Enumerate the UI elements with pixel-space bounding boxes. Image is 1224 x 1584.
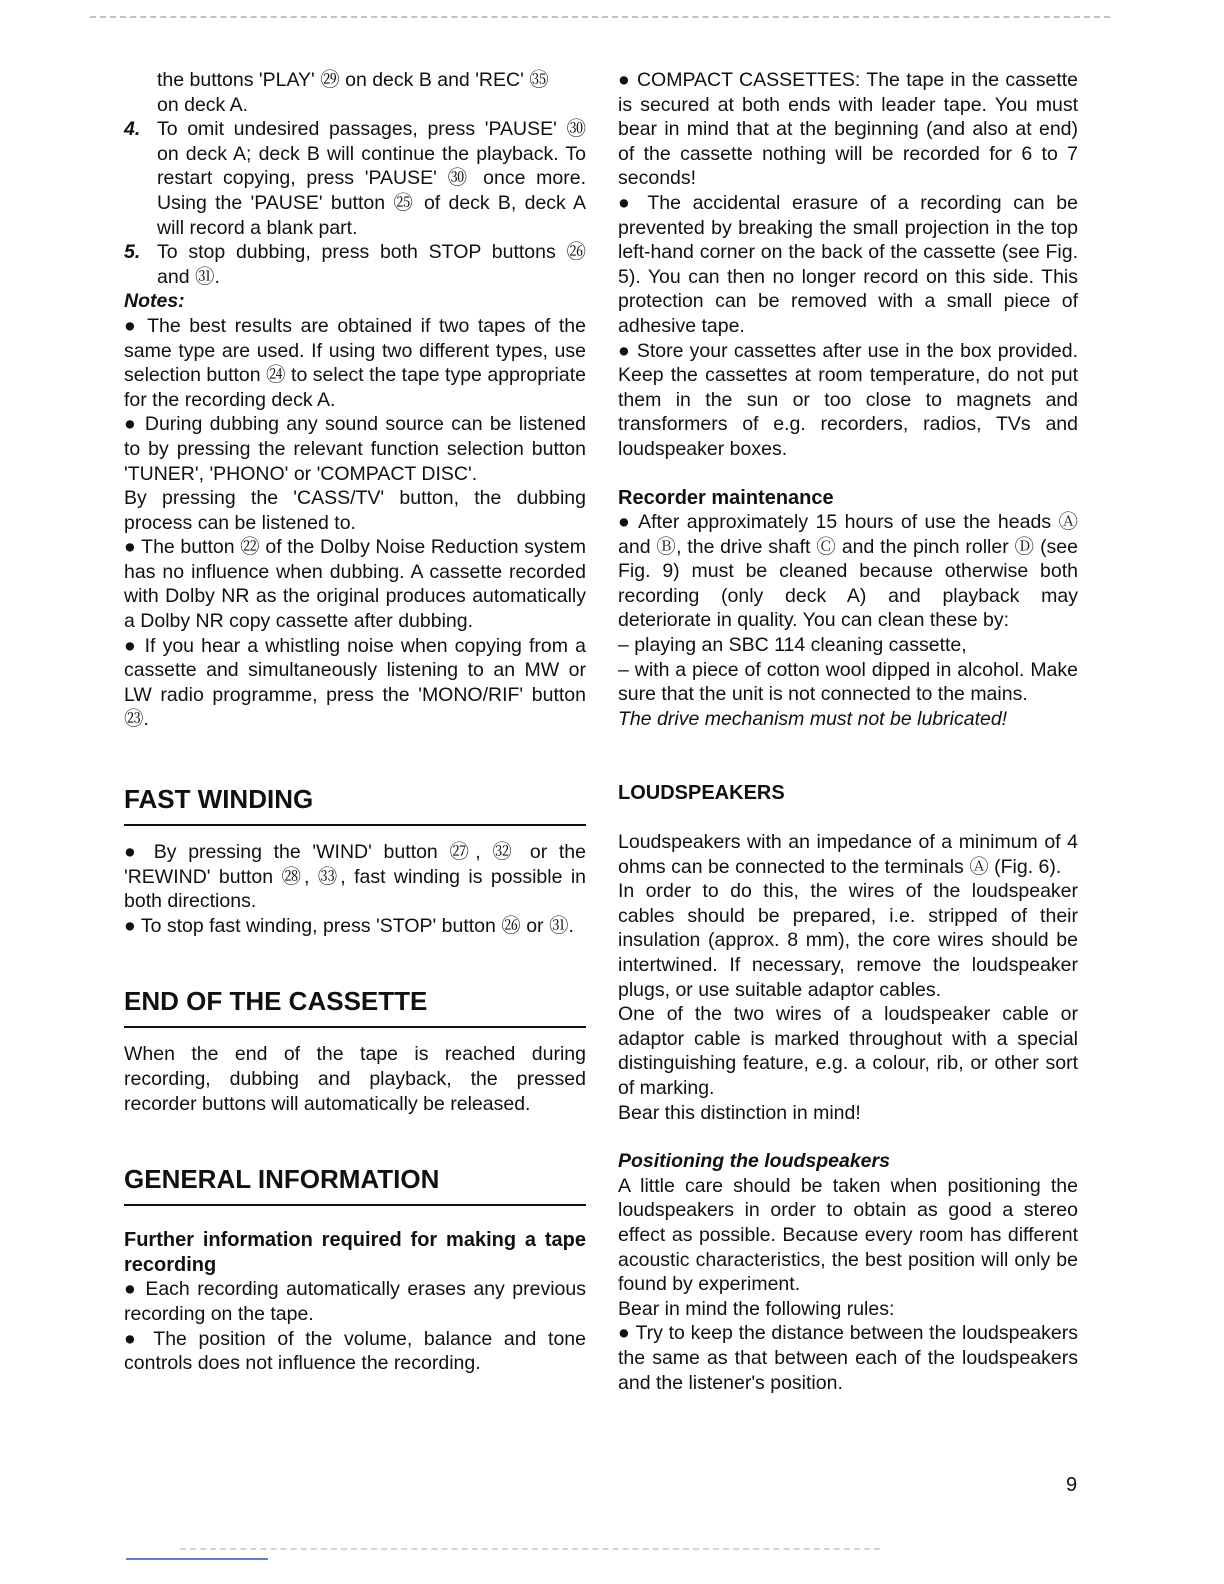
paragraph: When the end of the tape is reached during recording, dubbing and playback, the pressed recorder buttons will automatically be released. — [124, 1043, 586, 1115]
paragraph: By pressing the 'CASS/TV' button, the dubbing process can be listened to. — [124, 487, 586, 534]
paragraph: ● The best results are obtained if two tapes of the same type are used. If using two different types, use selection button ㉔ to select the tape type appropriate for the recording deck A. — [124, 314, 586, 411]
paragraph: A little care should be taken when positioning the loudspeakers in order to obtain as good a stereo effect as possible. Because every room has different acoustic characteristics, the best position will only be found by experiment. — [618, 1174, 1078, 1296]
paragraph: ● COMPACT CASSETTES: The tape in the cassette is secured at both ends with leader tape. You must bear in mind that at the beginning (and also at end) of the cassette nothing will be recorded for 6 to 7 seconds! — [618, 69, 1078, 190]
paragraph: ● The position of the volume, balance and tone controls does not influence the recording. — [124, 1327, 586, 1375]
paragraph: ● If you hear a whistling noise when copying from a cassette and simultaneously listening to an MW or LW radio programme, press the 'MONO/RIF' button ㉓. — [124, 634, 586, 731]
step-text: To omit undesired passages, press 'PAUSE' ㉚ on deck A; deck B will continue the playback. To restart copying, press 'PAUSE' ㉚ once more. Using the 'PAUSE' button ㉕ of deck B, deck A will record a blank part. — [157, 118, 586, 239]
paragraph: In order to do this, the wires of the loudspeaker cables should be prepared, i.e. stripped of their insulation (approx. 8 mm), the core wires should be intertwined. If necessary, remove the loudspeaker plugs, or use suitable adaptor cables. — [618, 880, 1078, 1001]
paragraph: Bear this distinction in mind! — [618, 1101, 861, 1124]
paragraph: One of the two wires of a loudspeaker cable or adaptor cable is marked throughout with a special distinguishing feature, e.g. a colour, rib, or other sort of marking. — [618, 1003, 1078, 1099]
paragraph: ● The accidental erasure of a recording can be prevented by breaking the small projection in the top left-hand corner on the back of the cassette (see Fig. 5). You can then no longer record on this side. This protection can be removed with a small piece of adhesive tape. — [618, 191, 1078, 337]
page-number: 9 — [1066, 1474, 1078, 1496]
paragraph: Bear in mind the following rules: — [618, 1297, 895, 1320]
paragraph: – with a piece of cotton wool dipped in alcohol. Make sure that the unit is not connected to the mains. — [618, 658, 1078, 706]
paragraph: ● During dubbing any sound source can be listened to by pressing the relevant function selection button 'TUNER', 'PHONO' or 'COMPACT DISC'. — [124, 413, 586, 485]
section-heading-general-information: GENERAL INFORMATION — [124, 1164, 586, 1206]
step-number: 4. — [124, 118, 141, 141]
section-heading-loudspeakers: LOUDSPEAKERS — [618, 782, 785, 805]
subheading-positioning: Positioning the loudspeakers — [618, 1150, 890, 1173]
paragraph: ● After approximately 15 hours of use the heads Ⓐ and Ⓑ, the drive shaft Ⓒ and the pinch roller Ⓓ (see Fig. 9) must be cleaned because otherwise both recording (only deck A) and playback may deteriorate in quality. You can clean these by: — [618, 511, 1078, 632]
scan-artifact-top — [90, 16, 1110, 22]
step-5 — [124, 240, 586, 289]
warning-text: The drive mechanism must not be lubricated! — [618, 707, 1008, 730]
paragraph: ● Try to keep the distance between the loudspeakers the same as that between each of the loudspeakers and the listener's position. — [618, 1322, 1078, 1394]
paragraph: – playing an SBC 114 cleaning cassette, — [618, 634, 967, 657]
paragraph: ● To stop fast winding, press 'STOP' button ㉖ or ㉛. — [124, 914, 574, 937]
step-number: 5. — [124, 241, 141, 264]
notes-heading: Notes: — [124, 290, 185, 313]
paragraph: the buttons 'PLAY' ㉙ on deck B and 'REC' ㉟ — [157, 69, 549, 91]
paragraph: ● By pressing the 'WIND' button ㉗, ㉜ or the 'REWIND' button ㉘, ㉝, fast winding is possible in both directions. — [124, 841, 586, 913]
left-column — [124, 68, 586, 1376]
scan-artifact-bottom — [180, 1548, 880, 1553]
scan-artifact-line — [126, 1558, 268, 1560]
paragraph: on deck A. — [157, 93, 249, 116]
paragraph: Loudspeakers with an impedance of a minimum of 4 ohms can be connected to the terminals Ⓐ (Fig. 6). — [618, 831, 1078, 878]
paragraph: ● Each recording automatically erases any previous recording on the tape. — [124, 1278, 586, 1325]
paragraph: ● The button ㉒ of the Dolby Noise Reduction system has no influence when dubbing. A cassette recorded with Dolby NR as the original produces automatically a Dolby NR copy cassette after dubbing. — [124, 536, 586, 633]
right-column — [618, 68, 1078, 1395]
paragraph: ● Store your cassettes after use in the box provided. Keep the cassettes at room temperature, do not put them in the sun or too close to magnets and transformers of e.g. recorders, radios, TVs and loudspeaker boxes. — [618, 339, 1078, 460]
step-4 — [124, 117, 586, 240]
step-text: To stop dubbing, press both STOP buttons ㉖ and ㉛. — [157, 241, 586, 288]
subheading: Further information required for making a tape recording — [124, 1229, 586, 1276]
section-heading-end-of-cassette: END OF THE CASSETTE — [124, 986, 586, 1028]
section-heading-fast-winding: FAST WINDING — [124, 784, 586, 826]
subheading-recorder-maintenance: Recorder maintenance — [618, 486, 834, 509]
